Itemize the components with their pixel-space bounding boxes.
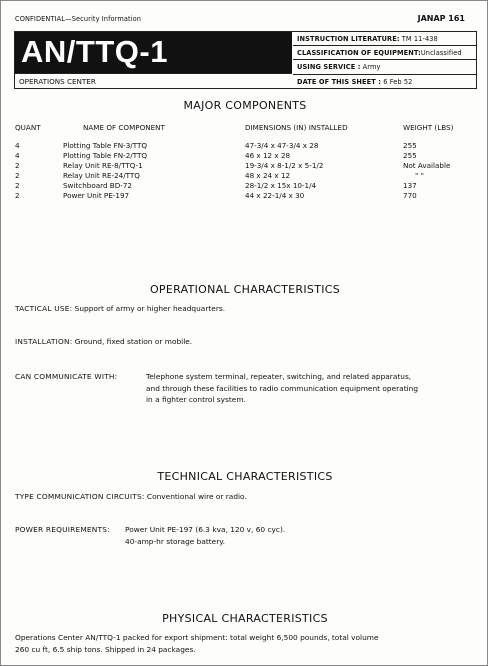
table-row [15, 141, 477, 151]
quantity-cell: 2 [15, 181, 20, 190]
weight-cell: " " [415, 171, 424, 180]
text-line: Telephone system terminal, repeater, switching, and related apparatus, [146, 372, 412, 381]
quantity-cell: 4 [15, 151, 20, 160]
quantity-cell: 4 [15, 141, 20, 150]
weight-cell: Not Available [403, 161, 451, 170]
dimensions-cell: 46 x 12 x 28 [245, 151, 291, 160]
dimensions-cell: 19-3/4 x 8-1/2 x 5-1/2 [245, 161, 324, 170]
column-header: NAME OF COMPONENT [83, 123, 165, 132]
text-line: 260 cu ft, 6.5 ship tons. Shipped in 24 packages. [15, 644, 196, 654]
installation-line [15, 336, 192, 348]
section-title-physical: PHYSICAL CHARACTERISTICS [162, 612, 328, 625]
dimensions-cell: 28-1/2 x 15x 10-1/4 [245, 181, 317, 190]
power-requirements-block [15, 524, 477, 546]
section-title-technical: TECHNICAL CHARACTERISTICS [157, 470, 333, 483]
quantity-cell: 2 [15, 171, 20, 180]
column-header: DIMENSIONS (IN) INSTALLED [245, 123, 348, 132]
components-table [15, 123, 477, 201]
info-value: TM 11-438 [401, 35, 438, 43]
section-title-major-components: MAJOR COMPONENTS [183, 99, 307, 112]
table-row [15, 151, 477, 161]
table-row [15, 161, 477, 171]
info-label: CLASSIFICATION OF EQUIPMENT: [297, 49, 421, 58]
info-value: Army [362, 63, 381, 72]
info-line [293, 60, 477, 74]
name-cell: Switchboard BD-72 [63, 181, 133, 190]
title-bar [15, 32, 292, 73]
communication-circuits-line [15, 491, 247, 503]
info-line [293, 32, 477, 46]
table-row [15, 181, 477, 191]
text-line: Operations Center AN/TTQ-1 packed for export shipment: total weight 6,500 pounds, total volume [15, 633, 379, 642]
section-title-operational: OPERATIONAL CHARACTERISTICS [149, 283, 341, 296]
info-value: Unclassified [420, 49, 462, 58]
info-line [293, 75, 477, 89]
communication-circuits-label: TYPE COMMUNICATION CIRCUITS: [15, 492, 145, 501]
info-label: INSTRUCTION LITERATURE: [297, 35, 400, 43]
power-requirements-label: POWER REQUIREMENTS: [15, 525, 110, 534]
table-row [15, 191, 477, 201]
communication-circuits-value: Conventional wire or radio. [146, 492, 247, 501]
text-line: 40-amp-hr storage battery. [125, 536, 225, 546]
quantity-cell: 2 [15, 191, 20, 200]
name-cell: Power Unit PE-197 [63, 191, 130, 200]
equipment-info [293, 32, 477, 89]
weight-cell: 137 [403, 181, 417, 190]
installation-value: Ground, fixed station or mobile. [74, 337, 193, 346]
table-header [15, 123, 477, 141]
weight-cell: 770 [403, 191, 417, 200]
quantity-cell: 2 [15, 161, 20, 170]
text-line: Power Unit PE-197 (6.3 kva, 120 v, 60 cyc). [125, 525, 286, 534]
installation-label: INSTALLATION: [15, 337, 73, 346]
text-line: in a fighter control system. [146, 395, 246, 404]
equipment-name: OPERATIONS CENTER [15, 73, 292, 89]
can-communicate-text [146, 371, 418, 406]
weight-cell: 255 [403, 141, 417, 150]
document-id: JANAP 161 [417, 14, 465, 23]
tactical-use-line [15, 303, 225, 315]
table-row [15, 171, 477, 181]
column-header: QUANT [15, 123, 41, 132]
info-label: USING SERVICE : [297, 63, 361, 72]
info-label: DATE OF THIS SHEET : [297, 77, 381, 86]
column-header: WEIGHT (LBS) [403, 123, 454, 132]
dimensions-cell: 44 x 22-1/4 x 30 [245, 191, 305, 200]
power-requirements-text [125, 524, 285, 547]
text-line: and through these facilities to radio communication equipment operating [146, 383, 419, 393]
tactical-use-value: Support of army or higher headquarters. [74, 304, 226, 313]
dimensions-cell: 48 x 24 x 12 [245, 171, 291, 180]
tactical-use-label: TACTICAL USE: [15, 304, 73, 313]
name-cell: Plotting Table FN-3/TTQ [63, 141, 148, 150]
weight-cell: 255 [403, 151, 417, 160]
equipment-designation: AN/TTQ-1 [21, 34, 168, 69]
title-block [14, 31, 477, 89]
dimensions-cell: 47-3/4 x 47-3/4 x 28 [245, 141, 319, 150]
physical-text [15, 632, 379, 655]
name-cell: Relay Unit RE-24/TTQ [63, 171, 140, 180]
info-line [293, 46, 477, 60]
info-value: 6 Feb 52 [383, 77, 413, 86]
name-cell: Relay Unit RE-8/TTQ-1 [63, 161, 143, 170]
classification-header: CONFIDENTIAL—Security Information [15, 15, 142, 23]
can-communicate-label: CAN COMMUNICATE WITH: [15, 372, 118, 381]
can-communicate-block [15, 371, 477, 404]
name-cell: Plotting Table FN-2/TTQ [63, 151, 148, 160]
